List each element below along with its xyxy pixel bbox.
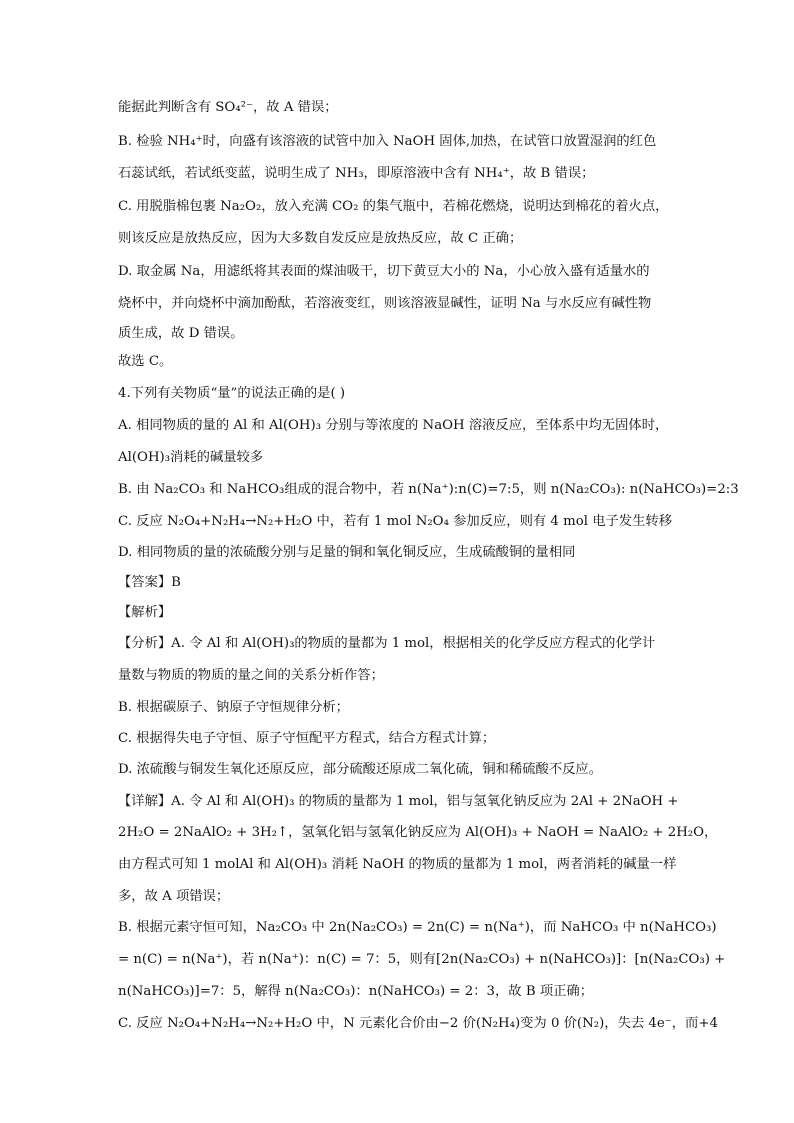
text-line: 则该反应是放热反应，因为大多数自发反应是放热反应，故 C 正确； — [118, 231, 523, 246]
option-b: B. 由 Na₂CO₃ 和 NaHCO₃组成的混合物中，若 n(Na⁺):n(C)=7:5，则 n(Na₂CO₃): n(NaHCO₃)=2:3 — [118, 482, 739, 497]
text-line: 由方程式可知 1 molAl 和 Al(OH)₃ 消耗 NaOH 的物质的量都为 1 mol，两者消耗的碱量一样 — [118, 857, 677, 872]
text-line: 能据此判断含有 SO₄²⁻，故 A 错误； — [118, 100, 338, 115]
text-line: 质生成，故 D 错误。 — [118, 326, 244, 341]
text-line: C. 用脱脂棉包裹 Na₂O₂，放入充满 CO₂ 的集气瓶中，若棉花燃烧，说明达到棉花的着火点， — [118, 199, 669, 214]
analysis-heading: 【解析】 — [118, 605, 172, 620]
text-line: B. 根据碳原子、钠原子守恒规律分析； — [118, 700, 349, 715]
text-line: n(NaHCO₃)]=7：5，解得 n(Na₂CO₃)：n(NaHCO₃) = 2：3，故 B 项正确； — [118, 984, 594, 999]
text-line: 【详解】A. 令 Al 和 Al(OH)₃ 的物质的量都为 1 mol，铝与氢氧化钠反应为 2Al + 2NaOH + — [118, 794, 679, 809]
text-line: B. 根据元素守恒可知，Na₂CO₃ 中 2n(Na₂CO₃) = 2n(C) = n(Na⁺)，而 NaHCO₃ 中 n(NaHCO₃) — [118, 920, 717, 935]
text-line: 【分析】A. 令 Al 和 Al(OH)₃的物质的量都为 1 mol，根据相关的化学反应方程式的化学计 — [118, 636, 656, 651]
text-line: D. 取金属 Na，用滤纸将其表面的煤油吸干，切下黄豆大小的 Na，小心放入盛有适量水的 — [118, 264, 650, 279]
text-line: B. 检验 NH₄⁺时，向盛有该溶液的试管中加入 NaOH 固体,加热，在试管口放置湿润的红色 — [118, 134, 657, 149]
text-line: 石蕊试纸，若试纸变蓝，说明生成了 NH₃，即原溶液中含有 NH₄⁺，故 B 错误； — [118, 166, 595, 181]
text-line: = n(C) = n(Na⁺)，若 n(Na⁺)：n(C) = 7：5，则有[2n(Na₂CO₃) + n(NaHCO₃)]：[n(Na₂CO₃) + — [118, 952, 726, 967]
text-line: 多，故 A 项错误； — [118, 889, 230, 904]
text-line: C. 反应 N₂O₄+N₂H₄→N₂+H₂O 中，N 元素化合价由−2 价(N₂H₄)变为 0 价(N₂)，失去 4e⁻，而+4 — [118, 1016, 718, 1031]
text-line: 故选 C。 — [118, 354, 173, 369]
text-line: D. 浓硫酸与铜发生氧化还原反应，部分硫酸还原成二氧化硫，铜和稀硫酸不反应。 — [118, 762, 603, 777]
option-c: C. 反应 N₂O₄+N₂H₄→N₂+H₂O 中，若有 1 mol N₂O₄ 参加反应，则有 4 mol 电子发生转移 — [118, 514, 672, 529]
option-a: A. 相同物质的量的 Al 和 Al(OH)₃ 分别与等浓度的 NaOH 溶液反应，至体系中均无固体时， — [118, 418, 669, 433]
text-line: 量数与物质的物质的量之间的关系分析作答； — [118, 668, 384, 683]
text-line: C. 根据得失电子守恒、原子守恒配平方程式，结合方程式计算； — [118, 731, 496, 746]
text-line: Al(OH)₃消耗的碱量较多 — [118, 450, 264, 465]
option-d: D. 相同物质的量的浓硫酸分别与足量的铜和氧化铜反应，生成硫酸铜的量相同 — [118, 545, 576, 560]
question-title: 4.下列有关物质“量”的说法正确的是( ) — [118, 386, 346, 401]
text-line: 烧杯中，并向烧杯中滴加酚酞，若溶液变红，则该溶液显碱性，证明 Na 与水反应有碱性物 — [118, 296, 652, 311]
answer-line: 【答案】B — [118, 575, 181, 590]
text-line: 2H₂O = 2NaAlO₂ + 3H₂↑，氢氧化铝与氢氧化钠反应为 Al(OH)₃ + NaOH = NaAlO₂ + 2H₂O， — [118, 825, 718, 840]
